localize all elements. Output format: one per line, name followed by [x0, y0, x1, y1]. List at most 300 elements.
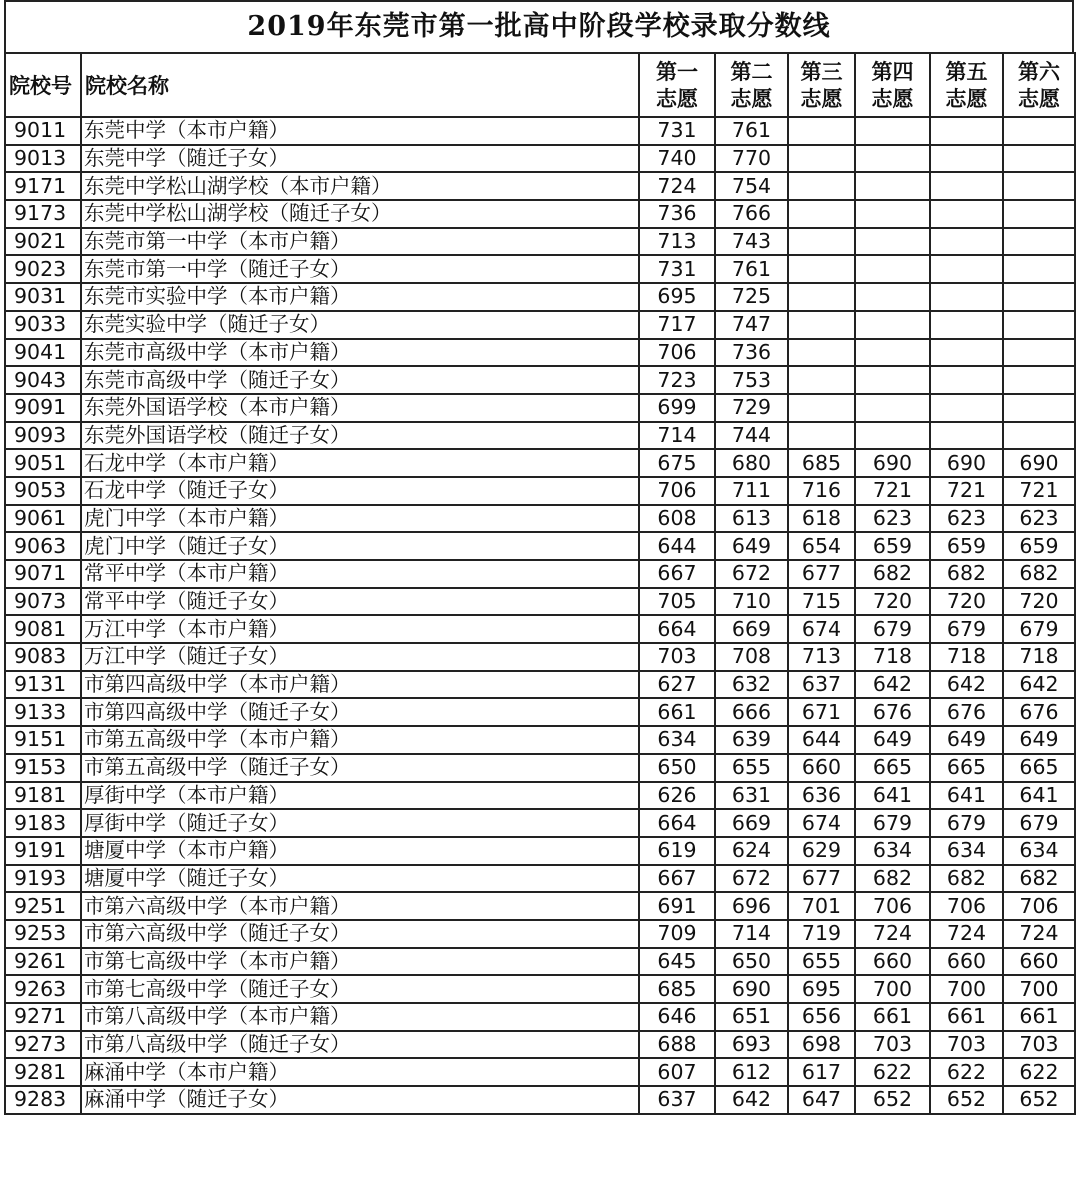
- table-row: [5, 975, 1075, 1003]
- score-pref-2: 639: [715, 726, 788, 754]
- score-pref-2: 770: [715, 145, 788, 173]
- header-pref-line: 志愿: [871, 86, 914, 111]
- score-pref-5: 634: [930, 837, 1003, 865]
- score-pref-2: 631: [715, 782, 788, 810]
- school-code: 9053: [5, 477, 81, 505]
- score-pref-3: 656: [788, 1003, 855, 1031]
- score-pref-6: [1003, 145, 1075, 173]
- school-name: 市第八高级中学（随迁子女）: [81, 1031, 639, 1059]
- score-pref-4: 682: [855, 865, 930, 893]
- score-pref-4: [855, 145, 930, 173]
- score-pref-1: 646: [639, 1003, 715, 1031]
- score-pref-1: 634: [639, 726, 715, 754]
- score-pref-3: 695: [788, 975, 855, 1003]
- table-row: [5, 1031, 1075, 1059]
- score-pref-1: 608: [639, 505, 715, 533]
- school-name: 东莞中学松山湖学校（本市户籍）: [81, 172, 639, 200]
- school-code: 9011: [5, 117, 81, 145]
- table-row: [5, 1086, 1075, 1114]
- score-pref-5: [930, 228, 1003, 256]
- score-pref-6: 721: [1003, 477, 1075, 505]
- score-pref-2: 711: [715, 477, 788, 505]
- school-code: 9131: [5, 671, 81, 699]
- score-pref-4: 718: [855, 643, 930, 671]
- score-pref-4: 641: [855, 782, 930, 810]
- header-pref-line: 志愿: [656, 86, 698, 111]
- score-pref-4: 676: [855, 698, 930, 726]
- school-code: 9183: [5, 809, 81, 837]
- score-pref-5: [930, 172, 1003, 200]
- score-pref-2: 696: [715, 892, 788, 920]
- school-name: 东莞实验中学（随迁子女）: [81, 311, 639, 339]
- header-name: 院校名称: [81, 53, 639, 117]
- score-pref-2: 736: [715, 339, 788, 367]
- header-pref-line: 第一: [656, 59, 698, 84]
- school-code: 9033: [5, 311, 81, 339]
- score-pref-2: 655: [715, 754, 788, 782]
- school-name: 市第四高级中学（随迁子女）: [81, 698, 639, 726]
- score-pref-4: 679: [855, 809, 930, 837]
- score-sheet: [4, 0, 1074, 1115]
- score-pref-6: 690: [1003, 449, 1075, 477]
- score-table: [4, 52, 1076, 1115]
- header-pref-1: [639, 53, 715, 117]
- score-pref-5: 659: [930, 532, 1003, 560]
- school-name: 常平中学（本市户籍）: [81, 560, 639, 588]
- school-name: 石龙中学（随迁子女）: [81, 477, 639, 505]
- score-pref-1: 667: [639, 560, 715, 588]
- score-pref-3: [788, 172, 855, 200]
- score-pref-6: [1003, 117, 1075, 145]
- school-name: 万江中学（随迁子女）: [81, 643, 639, 671]
- school-code: 9083: [5, 643, 81, 671]
- score-pref-4: 721: [855, 477, 930, 505]
- school-name: 厚街中学（随迁子女）: [81, 809, 639, 837]
- score-pref-5: 682: [930, 865, 1003, 893]
- score-pref-5: [930, 200, 1003, 228]
- score-pref-6: 660: [1003, 948, 1075, 976]
- score-pref-5: 720: [930, 588, 1003, 616]
- school-code: 9071: [5, 560, 81, 588]
- school-name: 虎门中学（随迁子女）: [81, 532, 639, 560]
- school-name: 东莞中学松山湖学校（随迁子女）: [81, 200, 639, 228]
- header-pref-line: 志愿: [945, 86, 988, 111]
- score-pref-6: [1003, 283, 1075, 311]
- school-code: 9261: [5, 948, 81, 976]
- school-code: 9171: [5, 172, 81, 200]
- school-name: 塘厦中学（随迁子女）: [81, 865, 639, 893]
- school-code: 9023: [5, 255, 81, 283]
- school-code: 9031: [5, 283, 81, 311]
- table-row: [5, 255, 1075, 283]
- school-name: 塘厦中学（本市户籍）: [81, 837, 639, 865]
- score-pref-2: 743: [715, 228, 788, 256]
- school-name: 市第六高级中学（随迁子女）: [81, 920, 639, 948]
- score-pref-2: 669: [715, 809, 788, 837]
- score-pref-2: 761: [715, 255, 788, 283]
- table-row: [5, 754, 1075, 782]
- school-name: 虎门中学（本市户籍）: [81, 505, 639, 533]
- score-pref-2: 725: [715, 283, 788, 311]
- score-pref-3: [788, 311, 855, 339]
- school-name: 东莞市实验中学（本市户籍）: [81, 283, 639, 311]
- school-code: 9061: [5, 505, 81, 533]
- score-pref-2: 744: [715, 422, 788, 450]
- score-pref-5: [930, 339, 1003, 367]
- score-pref-6: 642: [1003, 671, 1075, 699]
- score-pref-4: 690: [855, 449, 930, 477]
- score-pref-5: 622: [930, 1058, 1003, 1086]
- school-code: 9091: [5, 394, 81, 422]
- score-pref-4: 661: [855, 1003, 930, 1031]
- score-pref-1: 731: [639, 117, 715, 145]
- score-pref-4: 623: [855, 505, 930, 533]
- score-pref-4: [855, 117, 930, 145]
- score-pref-2: 690: [715, 975, 788, 1003]
- score-pref-5: 718: [930, 643, 1003, 671]
- score-pref-2: 714: [715, 920, 788, 948]
- score-pref-3: 677: [788, 865, 855, 893]
- score-pref-3: [788, 422, 855, 450]
- score-pref-1: 717: [639, 311, 715, 339]
- score-pref-1: 723: [639, 366, 715, 394]
- table-row: [5, 366, 1075, 394]
- table-row: [5, 477, 1075, 505]
- school-code: 9013: [5, 145, 81, 173]
- table-row: [5, 1058, 1075, 1086]
- score-pref-5: 721: [930, 477, 1003, 505]
- score-pref-3: 671: [788, 698, 855, 726]
- score-pref-1: 691: [639, 892, 715, 920]
- school-name: 麻涌中学（随迁子女）: [81, 1086, 639, 1114]
- score-pref-3: 660: [788, 754, 855, 782]
- score-pref-1: 713: [639, 228, 715, 256]
- score-pref-6: [1003, 255, 1075, 283]
- score-pref-5: 690: [930, 449, 1003, 477]
- header-pref-5: [930, 53, 1003, 117]
- score-pref-2: 680: [715, 449, 788, 477]
- score-pref-1: 637: [639, 1086, 715, 1114]
- score-pref-1: 699: [639, 394, 715, 422]
- school-code: 9081: [5, 615, 81, 643]
- table-row: [5, 920, 1075, 948]
- score-pref-1: 675: [639, 449, 715, 477]
- score-pref-4: 660: [855, 948, 930, 976]
- score-pref-2: 669: [715, 615, 788, 643]
- score-pref-6: 682: [1003, 865, 1075, 893]
- score-pref-1: 664: [639, 615, 715, 643]
- school-code: 9253: [5, 920, 81, 948]
- score-pref-4: [855, 228, 930, 256]
- score-pref-2: 650: [715, 948, 788, 976]
- school-code: 9041: [5, 339, 81, 367]
- page-title: 2019年东莞市第一批高中阶段学校录取分数线: [4, 0, 1074, 52]
- score-pref-1: 714: [639, 422, 715, 450]
- score-pref-1: 607: [639, 1058, 715, 1086]
- score-pref-4: 682: [855, 560, 930, 588]
- score-pref-3: 654: [788, 532, 855, 560]
- score-pref-1: 724: [639, 172, 715, 200]
- header-pref-4: [855, 53, 930, 117]
- score-pref-3: 655: [788, 948, 855, 976]
- school-name: 常平中学（随迁子女）: [81, 588, 639, 616]
- score-pref-1: 685: [639, 975, 715, 1003]
- table-row: [5, 615, 1075, 643]
- score-pref-3: [788, 117, 855, 145]
- score-pref-1: 709: [639, 920, 715, 948]
- school-name: 东莞中学（随迁子女）: [81, 145, 639, 173]
- score-pref-2: 642: [715, 1086, 788, 1114]
- score-pref-2: 747: [715, 311, 788, 339]
- score-pref-5: 641: [930, 782, 1003, 810]
- header-pref-3: [788, 53, 855, 117]
- score-pref-5: 676: [930, 698, 1003, 726]
- school-name: 市第六高级中学（本市户籍）: [81, 892, 639, 920]
- score-pref-6: 641: [1003, 782, 1075, 810]
- score-pref-5: 703: [930, 1031, 1003, 1059]
- score-pref-4: 652: [855, 1086, 930, 1114]
- table-row: [5, 422, 1075, 450]
- score-pref-4: 720: [855, 588, 930, 616]
- table-body: [5, 117, 1075, 1114]
- score-pref-5: [930, 394, 1003, 422]
- score-pref-3: [788, 339, 855, 367]
- score-pref-2: 624: [715, 837, 788, 865]
- score-pref-3: [788, 145, 855, 173]
- score-pref-6: [1003, 422, 1075, 450]
- table-row: [5, 837, 1075, 865]
- table-row: [5, 809, 1075, 837]
- score-pref-5: 649: [930, 726, 1003, 754]
- score-pref-1: 667: [639, 865, 715, 893]
- score-pref-3: 719: [788, 920, 855, 948]
- score-pref-2: 708: [715, 643, 788, 671]
- score-pref-3: 716: [788, 477, 855, 505]
- score-pref-4: 649: [855, 726, 930, 754]
- score-pref-1: 619: [639, 837, 715, 865]
- score-pref-2: 672: [715, 560, 788, 588]
- score-pref-2: 766: [715, 200, 788, 228]
- score-pref-6: 665: [1003, 754, 1075, 782]
- score-pref-4: 665: [855, 754, 930, 782]
- score-pref-4: [855, 366, 930, 394]
- table-row: [5, 311, 1075, 339]
- score-pref-4: [855, 339, 930, 367]
- school-name: 石龙中学（本市户籍）: [81, 449, 639, 477]
- score-pref-3: 698: [788, 1031, 855, 1059]
- score-pref-1: 703: [639, 643, 715, 671]
- score-pref-5: 682: [930, 560, 1003, 588]
- score-pref-3: [788, 283, 855, 311]
- score-pref-3: 637: [788, 671, 855, 699]
- school-name: 东莞中学（本市户籍）: [81, 117, 639, 145]
- school-code: 9133: [5, 698, 81, 726]
- score-pref-6: 724: [1003, 920, 1075, 948]
- score-pref-3: [788, 255, 855, 283]
- score-pref-4: [855, 394, 930, 422]
- school-code: 9063: [5, 532, 81, 560]
- school-name: 麻涌中学（本市户籍）: [81, 1058, 639, 1086]
- school-name: 万江中学（本市户籍）: [81, 615, 639, 643]
- score-pref-1: 706: [639, 339, 715, 367]
- score-pref-5: [930, 311, 1003, 339]
- score-pref-1: 740: [639, 145, 715, 173]
- school-code: 9153: [5, 754, 81, 782]
- score-pref-5: 724: [930, 920, 1003, 948]
- header-pref-line: 志愿: [730, 86, 773, 111]
- school-name: 市第四高级中学（本市户籍）: [81, 671, 639, 699]
- score-pref-4: 622: [855, 1058, 930, 1086]
- score-pref-5: 679: [930, 615, 1003, 643]
- school-code: 9151: [5, 726, 81, 754]
- score-pref-1: 661: [639, 698, 715, 726]
- header-pref-line: 第六: [1018, 59, 1060, 84]
- score-pref-3: 674: [788, 615, 855, 643]
- score-pref-1: 664: [639, 809, 715, 837]
- header-pref-line: 第五: [945, 59, 988, 84]
- score-pref-5: [930, 145, 1003, 173]
- school-code: 9021: [5, 228, 81, 256]
- table-row: [5, 698, 1075, 726]
- score-pref-4: 642: [855, 671, 930, 699]
- score-pref-5: 642: [930, 671, 1003, 699]
- table-row: [5, 505, 1075, 533]
- score-pref-4: [855, 311, 930, 339]
- table-row: [5, 339, 1075, 367]
- score-pref-3: [788, 228, 855, 256]
- score-pref-3: 701: [788, 892, 855, 920]
- score-pref-1: 706: [639, 477, 715, 505]
- score-pref-2: 651: [715, 1003, 788, 1031]
- table-row: [5, 726, 1075, 754]
- school-name: 市第七高级中学（随迁子女）: [81, 975, 639, 1003]
- score-pref-5: [930, 366, 1003, 394]
- score-pref-2: 649: [715, 532, 788, 560]
- school-code: 9283: [5, 1086, 81, 1114]
- score-pref-3: [788, 366, 855, 394]
- school-name: 东莞市高级中学（本市户籍）: [81, 339, 639, 367]
- score-pref-1: 644: [639, 532, 715, 560]
- score-pref-2: 613: [715, 505, 788, 533]
- table-row: [5, 782, 1075, 810]
- table-row: [5, 283, 1075, 311]
- score-pref-4: 659: [855, 532, 930, 560]
- table-row: [5, 892, 1075, 920]
- table-row: [5, 449, 1075, 477]
- score-pref-5: [930, 283, 1003, 311]
- table-row: [5, 643, 1075, 671]
- score-pref-3: 674: [788, 809, 855, 837]
- score-pref-6: 676: [1003, 698, 1075, 726]
- score-pref-1: 627: [639, 671, 715, 699]
- score-pref-2: 612: [715, 1058, 788, 1086]
- score-pref-1: 736: [639, 200, 715, 228]
- score-pref-5: 661: [930, 1003, 1003, 1031]
- score-pref-1: 650: [639, 754, 715, 782]
- school-name: 厚街中学（本市户籍）: [81, 782, 639, 810]
- header-pref-line: 志愿: [800, 86, 843, 111]
- score-pref-4: 703: [855, 1031, 930, 1059]
- score-pref-4: [855, 172, 930, 200]
- score-pref-4: [855, 422, 930, 450]
- school-name: 市第五高级中学（随迁子女）: [81, 754, 639, 782]
- score-pref-3: 618: [788, 505, 855, 533]
- table-row: [5, 588, 1075, 616]
- header-pref-line: 第二: [730, 59, 773, 84]
- school-code: 9271: [5, 1003, 81, 1031]
- score-pref-6: [1003, 172, 1075, 200]
- score-pref-4: 679: [855, 615, 930, 643]
- school-code: 9093: [5, 422, 81, 450]
- score-pref-6: 652: [1003, 1086, 1075, 1114]
- school-name: 东莞市高级中学（随迁子女）: [81, 366, 639, 394]
- score-pref-4: 700: [855, 975, 930, 1003]
- score-pref-6: [1003, 311, 1075, 339]
- table-row: [5, 865, 1075, 893]
- header-pref-6: [1003, 53, 1075, 117]
- score-pref-5: 700: [930, 975, 1003, 1003]
- score-pref-6: 679: [1003, 809, 1075, 837]
- score-pref-1: 645: [639, 948, 715, 976]
- score-pref-3: 685: [788, 449, 855, 477]
- score-pref-5: 623: [930, 505, 1003, 533]
- score-pref-6: [1003, 366, 1075, 394]
- score-pref-4: [855, 200, 930, 228]
- school-code: 9043: [5, 366, 81, 394]
- school-code: 9251: [5, 892, 81, 920]
- score-pref-6: 661: [1003, 1003, 1075, 1031]
- score-pref-6: 649: [1003, 726, 1075, 754]
- school-name: 东莞市第一中学（随迁子女）: [81, 255, 639, 283]
- header-row: [5, 53, 1075, 117]
- score-pref-6: [1003, 228, 1075, 256]
- school-code: 9273: [5, 1031, 81, 1059]
- score-pref-5: 665: [930, 754, 1003, 782]
- school-code: 9051: [5, 449, 81, 477]
- header-pref-line: 志愿: [1018, 86, 1060, 111]
- score-pref-5: 652: [930, 1086, 1003, 1114]
- score-pref-6: 679: [1003, 615, 1075, 643]
- score-pref-1: 705: [639, 588, 715, 616]
- table-row: [5, 200, 1075, 228]
- score-pref-4: [855, 255, 930, 283]
- score-pref-3: 715: [788, 588, 855, 616]
- score-pref-6: 634: [1003, 837, 1075, 865]
- table-row: [5, 145, 1075, 173]
- score-pref-3: 636: [788, 782, 855, 810]
- score-pref-2: 729: [715, 394, 788, 422]
- score-pref-3: 713: [788, 643, 855, 671]
- school-code: 9181: [5, 782, 81, 810]
- header-pref-line: 第四: [871, 59, 914, 84]
- score-pref-5: 660: [930, 948, 1003, 976]
- score-pref-6: [1003, 394, 1075, 422]
- score-pref-5: 679: [930, 809, 1003, 837]
- score-pref-4: 724: [855, 920, 930, 948]
- school-name: 市第八高级中学（本市户籍）: [81, 1003, 639, 1031]
- school-code: 9263: [5, 975, 81, 1003]
- score-pref-6: 659: [1003, 532, 1075, 560]
- score-pref-6: 706: [1003, 892, 1075, 920]
- school-code: 9193: [5, 865, 81, 893]
- score-pref-6: 682: [1003, 560, 1075, 588]
- score-pref-5: [930, 255, 1003, 283]
- score-pref-6: [1003, 200, 1075, 228]
- school-code: 9173: [5, 200, 81, 228]
- score-pref-3: [788, 394, 855, 422]
- score-pref-6: 622: [1003, 1058, 1075, 1086]
- school-name: 市第五高级中学（本市户籍）: [81, 726, 639, 754]
